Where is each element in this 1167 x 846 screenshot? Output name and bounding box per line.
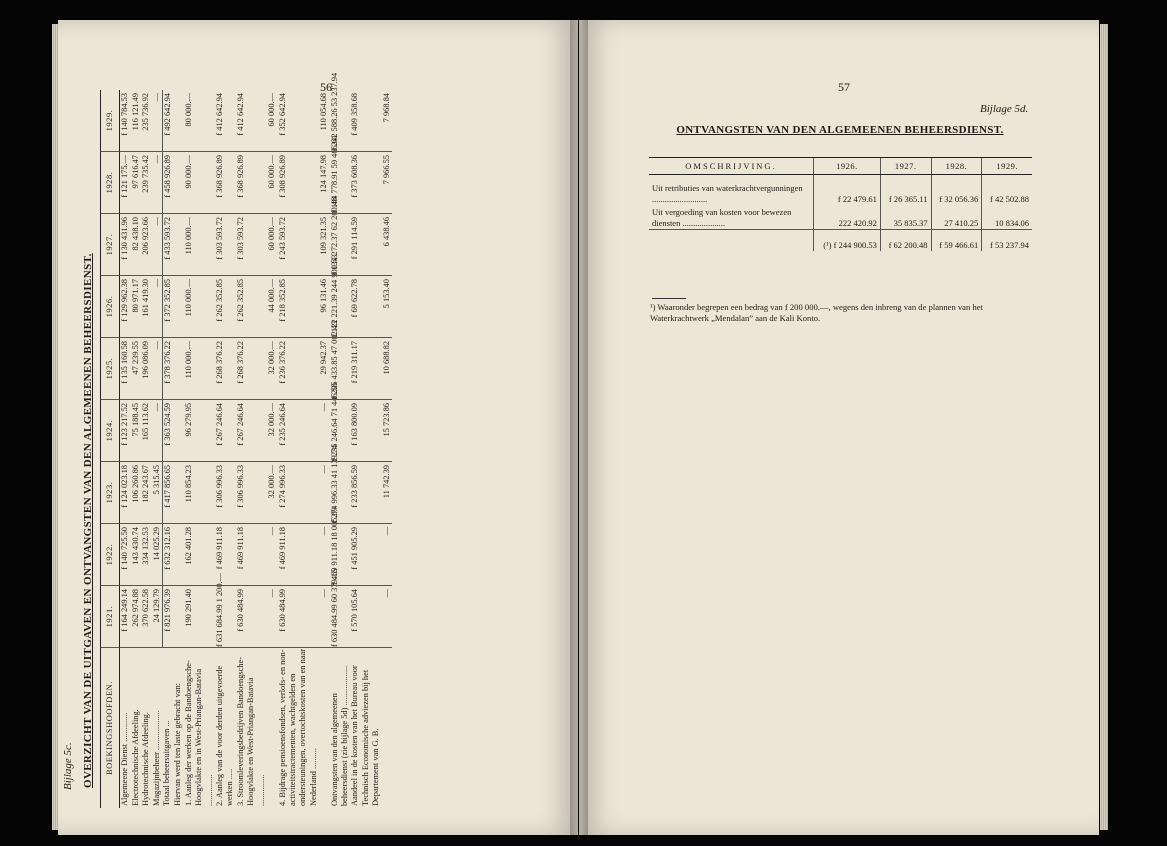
cell-value: — (319, 586, 329, 648)
cell-value: 110 000.— (184, 338, 215, 400)
right-page (579, 20, 1099, 835)
table-row (649, 175, 1032, 206)
table-row (173, 88, 183, 808)
cell-value: f 140 725.50 (120, 524, 130, 586)
cell-value: 182 243.67 (141, 462, 151, 524)
cell-value: 10 834.06 (982, 205, 1032, 230)
table-row (152, 88, 162, 808)
row-label: Uit retributies van waterkrachtvergunningen .......................... (652, 183, 803, 204)
cell-value: 165 113.62 (141, 400, 151, 462)
cell-value: f 236 376.22 (278, 338, 320, 400)
cell-value: 60 000.— (267, 90, 277, 152)
cell-value: 6 438.46 (382, 214, 392, 276)
row-label (382, 648, 392, 808)
cell-value: f 59 466.61 (931, 230, 982, 252)
cell-value: — (152, 90, 162, 152)
cell-value: 196 086.09 (141, 338, 151, 400)
receipts-header-row (649, 158, 1032, 175)
cell-value: 370 622.58 (141, 586, 151, 648)
cell-value: f 164 249.14 (120, 586, 130, 648)
cell-value: f 267 246.64 (215, 400, 236, 462)
cell-value: f 267 246.64 (236, 400, 267, 462)
cell-value: f 121 175.— (120, 152, 130, 214)
cell-value: 109 321.35 (319, 214, 329, 276)
cell-value: 97 616.47 (131, 152, 141, 214)
table-row (329, 72, 351, 808)
table-row (184, 88, 215, 808)
cell-value: f 368 926.89 (236, 152, 267, 214)
cell-value: 10 688.82 (382, 338, 392, 400)
table-row (382, 88, 392, 808)
cell-value: 47 239.55 (131, 338, 141, 400)
book-gutter (570, 20, 588, 835)
header-year: 1926. (100, 276, 120, 338)
cell-value: f 123 217.52 (120, 400, 130, 462)
cell-value: 60 000.— (267, 152, 277, 214)
cell-value: 5 315.45 (152, 462, 162, 524)
cell-value: 7 968.84 (382, 90, 392, 152)
header-year: 1928. (931, 158, 982, 175)
cell-value: f 129 962.38 (120, 276, 130, 338)
cell-value: f 303 593.72 (215, 214, 236, 276)
header-year: 1929. (982, 158, 1032, 175)
row-label: Magazijnbeheer ................... (151, 710, 161, 806)
row-label (649, 230, 814, 252)
cell-value: 27 410.25 (931, 205, 982, 230)
cell-value: f 631 684.99 1 200.— (215, 586, 236, 648)
cell-value: f 492 642.94 (162, 90, 173, 152)
table-row (120, 88, 130, 808)
cell-value: f 135 160.58 (120, 338, 130, 400)
cell-value: f 308 926.89 (278, 152, 320, 214)
cell-value: f 306 996.33 (215, 462, 236, 524)
receipts-table (649, 157, 1032, 251)
cell-value: f 218 352.85 (278, 276, 320, 338)
row-label: Totaal beheersuitgaven ... (162, 720, 172, 806)
row-label: Aandeel in de kosten van het Bureau voor Technisch Economische adviezen bij het Departement van G. B. (350, 665, 381, 806)
cell-value: 11 742.39 (382, 462, 392, 524)
row-label: 4. Bijdrage pensioensfondsen, verlofs- en non-activiteitstractementen, wachtgelden en ondersteuningen, overtochtskosten van en naar Nederland .......... (277, 649, 318, 806)
cell-value: f 372 352.85 (162, 276, 173, 338)
left-bijlage-label: Bijlage 5c. (62, 742, 74, 790)
cell-value: f 243 593.72 (278, 214, 320, 276)
cell-value: f 630 484.99 (278, 586, 320, 648)
header-year: 1927. (880, 158, 931, 175)
cell-value: f 42 502.88 (982, 175, 1032, 206)
cell-value (173, 524, 183, 586)
header-label: BOEKINGSHOOFDEN. (100, 648, 120, 808)
cell-value: 90 000.— (184, 152, 215, 214)
table-row (319, 88, 329, 808)
cell-value: — (382, 586, 392, 648)
cell-value (173, 462, 183, 524)
cell-value: — (267, 524, 277, 586)
cell-value: 161 419.30 (141, 276, 151, 338)
cell-value: — (152, 400, 162, 462)
cell-value: — (152, 152, 162, 214)
cell-value: f 306 996.33 (236, 462, 267, 524)
header-description: OMSCHRIJVING. (649, 158, 814, 175)
cell-value: f 268 376.22 (236, 338, 267, 400)
right-page-number: 57 (838, 80, 850, 94)
cell-value (173, 400, 183, 462)
cell-value: 222 420.92 (814, 205, 881, 230)
cell-value: f 469 911.18 (236, 524, 267, 586)
cell-value: f 242 588.26 53 237.94 (330, 90, 351, 152)
cell-value: f 69 622.78 (350, 276, 381, 338)
cell-value: f 130 431.96 (120, 214, 130, 276)
table-row (141, 88, 151, 808)
cell-value: f 570 105.64 (350, 586, 381, 648)
cell-value: f 469 911.18 (278, 524, 320, 586)
header-year: 1928. (100, 152, 120, 214)
cell-value: f 163 800.09 (350, 400, 381, 462)
header-year: 1929. (100, 90, 120, 152)
cell-value: 5 153.40 (382, 276, 392, 338)
cell-value: f 122 221.39 244 900.53 (330, 276, 351, 338)
row-label: Uit vergoeding van kosten voor bewezen diensten .................... (652, 207, 792, 228)
cell-value: f 373 608.36 (350, 152, 381, 214)
cell-value: f 303 593.72 (236, 214, 267, 276)
cell-value: 75 188.45 (131, 400, 141, 462)
cell-value: f 433 593.72 (162, 214, 173, 276)
header-year: 1921. (100, 586, 120, 648)
expenditure-grid (100, 72, 392, 808)
left-page-number: 56 (320, 80, 332, 94)
table-row (649, 230, 1032, 252)
row-label: 2. Aanleg van de voor derden uitgevoerde werken ..... (215, 665, 235, 806)
row-label: 1. Aanleg der werken op de Bandoengsche-Hoogvlakte en in West-Priangan-Batavia ............... (183, 660, 214, 806)
cell-value: 110 000.— (184, 214, 215, 276)
cell-value: f 274 996.33 (278, 462, 320, 524)
cell-value (173, 338, 183, 400)
footnote-rule (652, 298, 686, 299)
right-bijlage-label: Bijlage 5d. (980, 103, 1029, 115)
cell-value: 106 260.86 (131, 462, 141, 524)
cell-value: 32 000.— (267, 338, 277, 400)
cell-value: — (382, 524, 392, 586)
table-row (131, 88, 141, 808)
cell-value: f 233 856.59 (350, 462, 381, 524)
cell-value: 29 942.37 (319, 338, 329, 400)
cell-value: 80 000.— (184, 90, 215, 152)
footnote: ¹) Waaronder begrepen een bedrag van f 200 000.—, wegens den inbreng van de plannen van het Waterkrachtwerk „Mendalan” aan de Kali Konto. (650, 302, 983, 323)
cell-value: f 124 023.18 (120, 462, 130, 524)
cell-value: 24 129.79 (152, 586, 162, 648)
cell-value: 110 054.68 (319, 90, 329, 152)
cell-value: f 352 642.94 (278, 90, 320, 152)
cell-value: 110 000.— (184, 276, 215, 338)
header-year: 1925. (100, 338, 120, 400)
row-label: Hiervan werd ten laste gebracht van: (173, 682, 183, 806)
cell-value: 143 430.74 (131, 524, 141, 586)
cell-value: f 53 237.94 (982, 230, 1032, 252)
cell-value: 32 000.— (267, 462, 277, 524)
table-row (267, 88, 277, 808)
cell-value: f 378 376.22 (162, 338, 173, 400)
cell-value: — (152, 338, 162, 400)
cell-value (173, 586, 183, 648)
cell-value: (¹) f 244 900.53 (814, 230, 881, 252)
cell-value: 14 025.29 (152, 524, 162, 586)
cell-value: f 363 524.59 (162, 400, 173, 462)
cell-value: 82 438.10 (131, 214, 141, 276)
cell-value (173, 276, 183, 338)
cell-value: — (152, 276, 162, 338)
cell-value: 96 131.46 (319, 276, 329, 338)
cell-value: 334 132.53 (141, 524, 151, 586)
cell-value: f 235 246.64 (278, 400, 320, 462)
row-label (319, 648, 329, 808)
cell-value: 80 971.17 (131, 276, 141, 338)
cell-value: — (319, 400, 329, 462)
cell-value: 32 000.— (267, 400, 277, 462)
header-year: 1923. (100, 462, 120, 524)
rotated-expenditure-table (60, 72, 520, 808)
cell-value: f 821 976.39 (162, 586, 173, 648)
cell-value: 96 279.95 (184, 400, 215, 462)
cell-value: 262 974.88 (131, 586, 141, 648)
cell-value: 162 401.28 (184, 524, 215, 586)
cell-value: 44 000.— (267, 276, 277, 338)
table-row (215, 88, 236, 808)
cell-value: 124 147.98 (319, 152, 329, 214)
cell-value: — (319, 462, 329, 524)
cell-value: f 219 311.17 (350, 338, 381, 400)
cell-value: f 412 642.94 (215, 90, 236, 152)
left-table-title: OVERZICHT VAN DE UITGAVEN EN ONTVANGSTEN VAN DEN ALGEMEENEN BEHEERSDIENST. (82, 253, 94, 788)
cell-value: — (319, 524, 329, 586)
cell-value: f 458 926.89 (162, 152, 173, 214)
cell-value: 35 835.37 (880, 205, 931, 230)
cell-value: 110 854.23 (184, 462, 215, 524)
header-year: 1924. (100, 400, 120, 462)
cell-value: f 184 778.91 59 466.61 (330, 152, 351, 214)
cell-value: f 140 784.53 (120, 90, 130, 152)
cell-value (173, 90, 183, 152)
table-row (350, 88, 381, 808)
row-label: Electrotechnische Afdeeling. (130, 709, 140, 806)
header-year: 1922. (100, 524, 120, 586)
cell-value: f 409 358.68 (350, 90, 381, 152)
table-row (649, 205, 1032, 230)
cell-value: f 235 246.64 71 446.55 (330, 400, 351, 462)
cell-value: f 412 642.94 (236, 90, 267, 152)
cell-value: f 469 911.18 (215, 524, 236, 586)
cell-value: f 291 114.59 (350, 214, 381, 276)
cell-value: — (152, 214, 162, 276)
table-row (162, 88, 173, 808)
cell-value: f 26 365.11 (880, 175, 931, 206)
cell-value: 239 735.42 (141, 152, 151, 214)
cell-value: f 262 352.85 (215, 276, 236, 338)
cell-value: f 630 484.99 (236, 586, 267, 648)
cell-value (173, 152, 183, 214)
cell-value: 206 923.66 (141, 214, 151, 276)
cell-value: 116 121.49 (131, 90, 141, 152)
cell-value: f 630 484.99 60 379.15 (330, 586, 351, 648)
table-row (278, 88, 320, 808)
receipts-body (649, 175, 1032, 252)
cell-value: f 134 272.37 62 200.48 (330, 214, 351, 276)
cell-value (173, 214, 183, 276)
cell-value: f 368 926.89 (215, 152, 236, 214)
cell-value: 60 000.— (267, 214, 277, 276)
row-label: Ontvangsten van den algemeenen beheersdienst (zie bijlage 5d) ................... (329, 665, 349, 806)
table-row (236, 88, 267, 808)
cell-value: f 469 911.18 18 005.89 (330, 524, 351, 586)
cell-value: f 268 376.22 (215, 338, 236, 400)
cell-value: f 417 856.65 (162, 462, 173, 524)
cell-value: 190 291.40 (184, 586, 215, 648)
row-label: 3. Stroomleveringsbedrijven Bandoengsche-Hoogvlakte en West-Priangan-Batavia ............... (235, 656, 266, 806)
row-label: Hydrotechnische Afdeeling. (141, 712, 151, 806)
cell-value: f 451 905.29 (350, 524, 381, 586)
cell-value: 235 736.92 (141, 90, 151, 152)
cell-value: 15 723.86 (382, 400, 392, 462)
row-label: Algemeene Dienst .............. (120, 712, 130, 806)
cell-value: f 32 056.36 (931, 175, 982, 206)
header-year: 1926. (814, 158, 881, 175)
cell-value: f 206 433.85 47 002.43 (330, 338, 351, 400)
cell-value: f 22 479.61 (814, 175, 881, 206)
right-table-title: ONTVANGSTEN VAN DEN ALGEMEENEN BEHEERSDIENST. (676, 124, 1004, 136)
cell-value: f 262 352.85 (236, 276, 267, 338)
cell-value: f 274 996.33 41 139.74 (330, 462, 351, 524)
cell-value: 7 966.55 (382, 152, 392, 214)
cell-value: f 632 312.16 (162, 524, 173, 586)
cell-value: f 62 200.48 (880, 230, 931, 252)
cell-value: — (267, 586, 277, 648)
expenditure-header-row (100, 88, 120, 808)
row-label (267, 648, 277, 808)
header-year: 1927. (100, 214, 120, 276)
page-edge-right (1100, 24, 1108, 830)
